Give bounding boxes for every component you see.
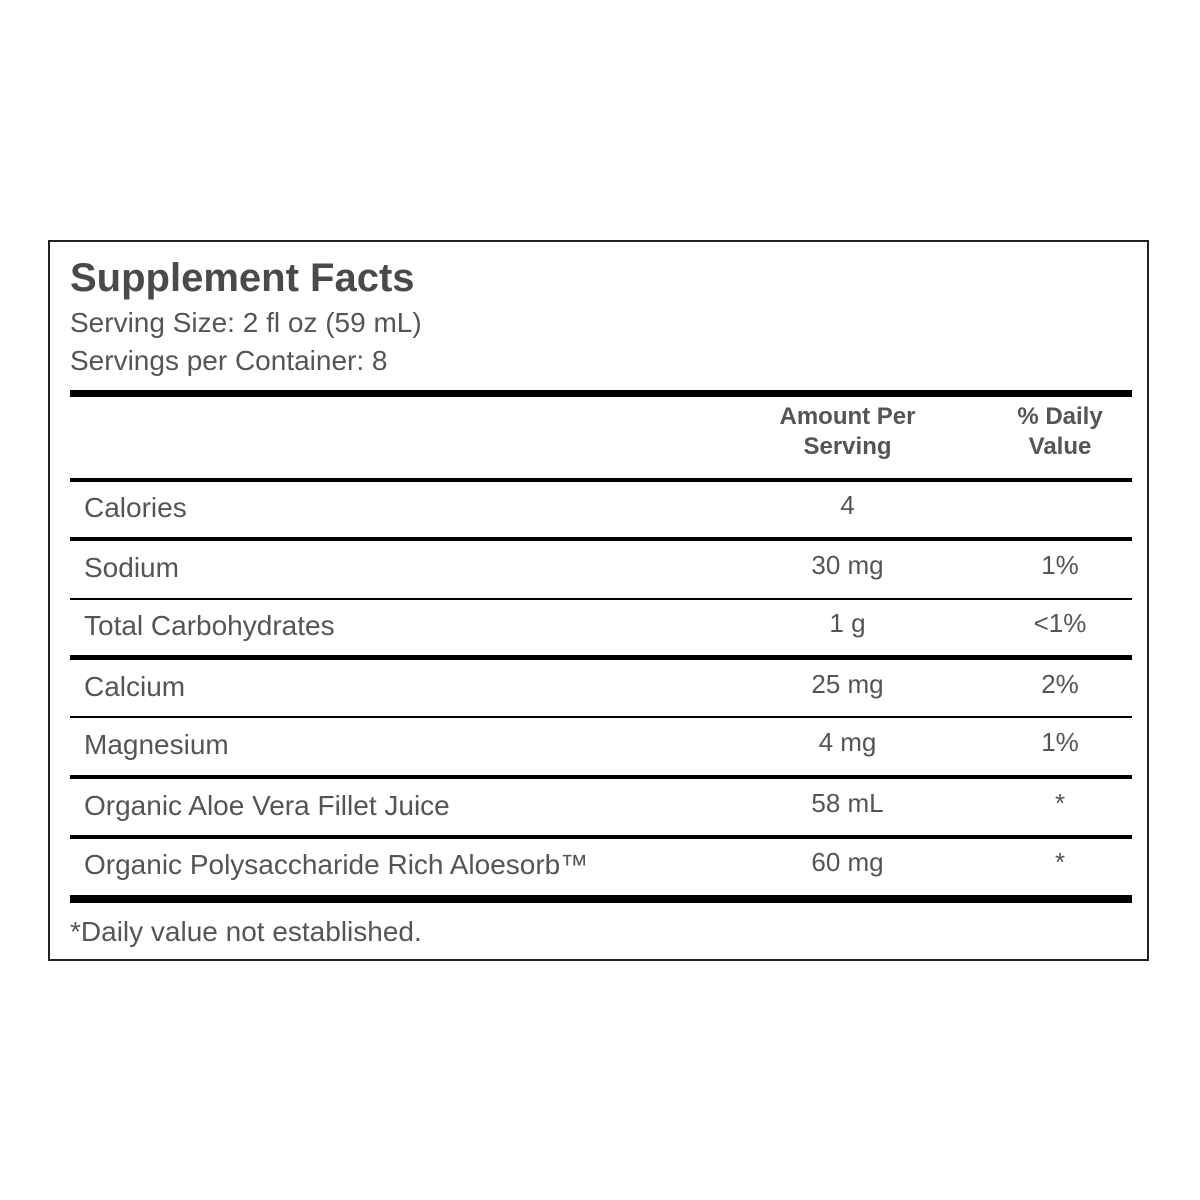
row-divider: [70, 537, 1132, 541]
nutrient-name: Organic Aloe Vera Fillet Juice: [84, 790, 450, 821]
nutrient-amount: 60 mg: [811, 847, 884, 877]
row-divider: [70, 775, 1132, 779]
section-divider: [70, 655, 1132, 660]
nutrient-name: Organic Polysaccharide Rich Aloesorb™: [84, 849, 589, 880]
nutrient-daily-value: *: [1054, 788, 1066, 818]
column-header-dv-line2: Value: [1028, 433, 1092, 460]
nutrient-daily-value: <1%: [1033, 608, 1087, 638]
nutrient-name: Magnesium: [84, 729, 229, 760]
nutrient-amount: 25 mg: [811, 669, 884, 699]
nutrient-name: Total Carbohydrates: [84, 610, 335, 641]
nutrient-amount: 4 mg: [818, 727, 877, 757]
row-divider: [70, 835, 1132, 839]
nutrient-name: Calories: [84, 492, 187, 523]
column-header-amount-line2: Serving: [803, 433, 892, 460]
nutrient-daily-value: 1%: [1041, 727, 1079, 757]
nutrient-name: Sodium: [84, 552, 179, 583]
nutrient-daily-value: 2%: [1041, 669, 1079, 699]
header-divider: [70, 478, 1132, 482]
panel-title: Supplement Facts: [70, 256, 415, 300]
column-header-dv-line1: % Daily: [1017, 403, 1103, 430]
nutrient-daily-value: *: [1054, 847, 1066, 877]
nutrient-daily-value: 1%: [1041, 550, 1079, 580]
column-header-amount: [750, 402, 945, 462]
supplement-facts-panel: [48, 240, 1149, 961]
nutrient-amount: 1 g: [829, 608, 866, 638]
nutrient-amount: 4: [840, 490, 855, 520]
nutrient-amount: 30 mg: [811, 550, 884, 580]
nutrient-name: Calcium: [84, 671, 186, 702]
top-divider: [70, 390, 1132, 397]
column-header-amount-line1: Amount Per: [779, 403, 916, 430]
servings-per-container: Servings per Container: 8: [70, 345, 388, 376]
row-divider: [70, 598, 1132, 600]
nutrient-amount: 58 mL: [811, 788, 884, 818]
serving-size: Serving Size: 2 fl oz (59 mL): [70, 307, 422, 338]
row-divider: [70, 716, 1132, 718]
column-header-daily-value: [990, 402, 1130, 462]
footnote: *Daily value not established.: [70, 916, 422, 947]
bottom-divider: [70, 895, 1132, 903]
